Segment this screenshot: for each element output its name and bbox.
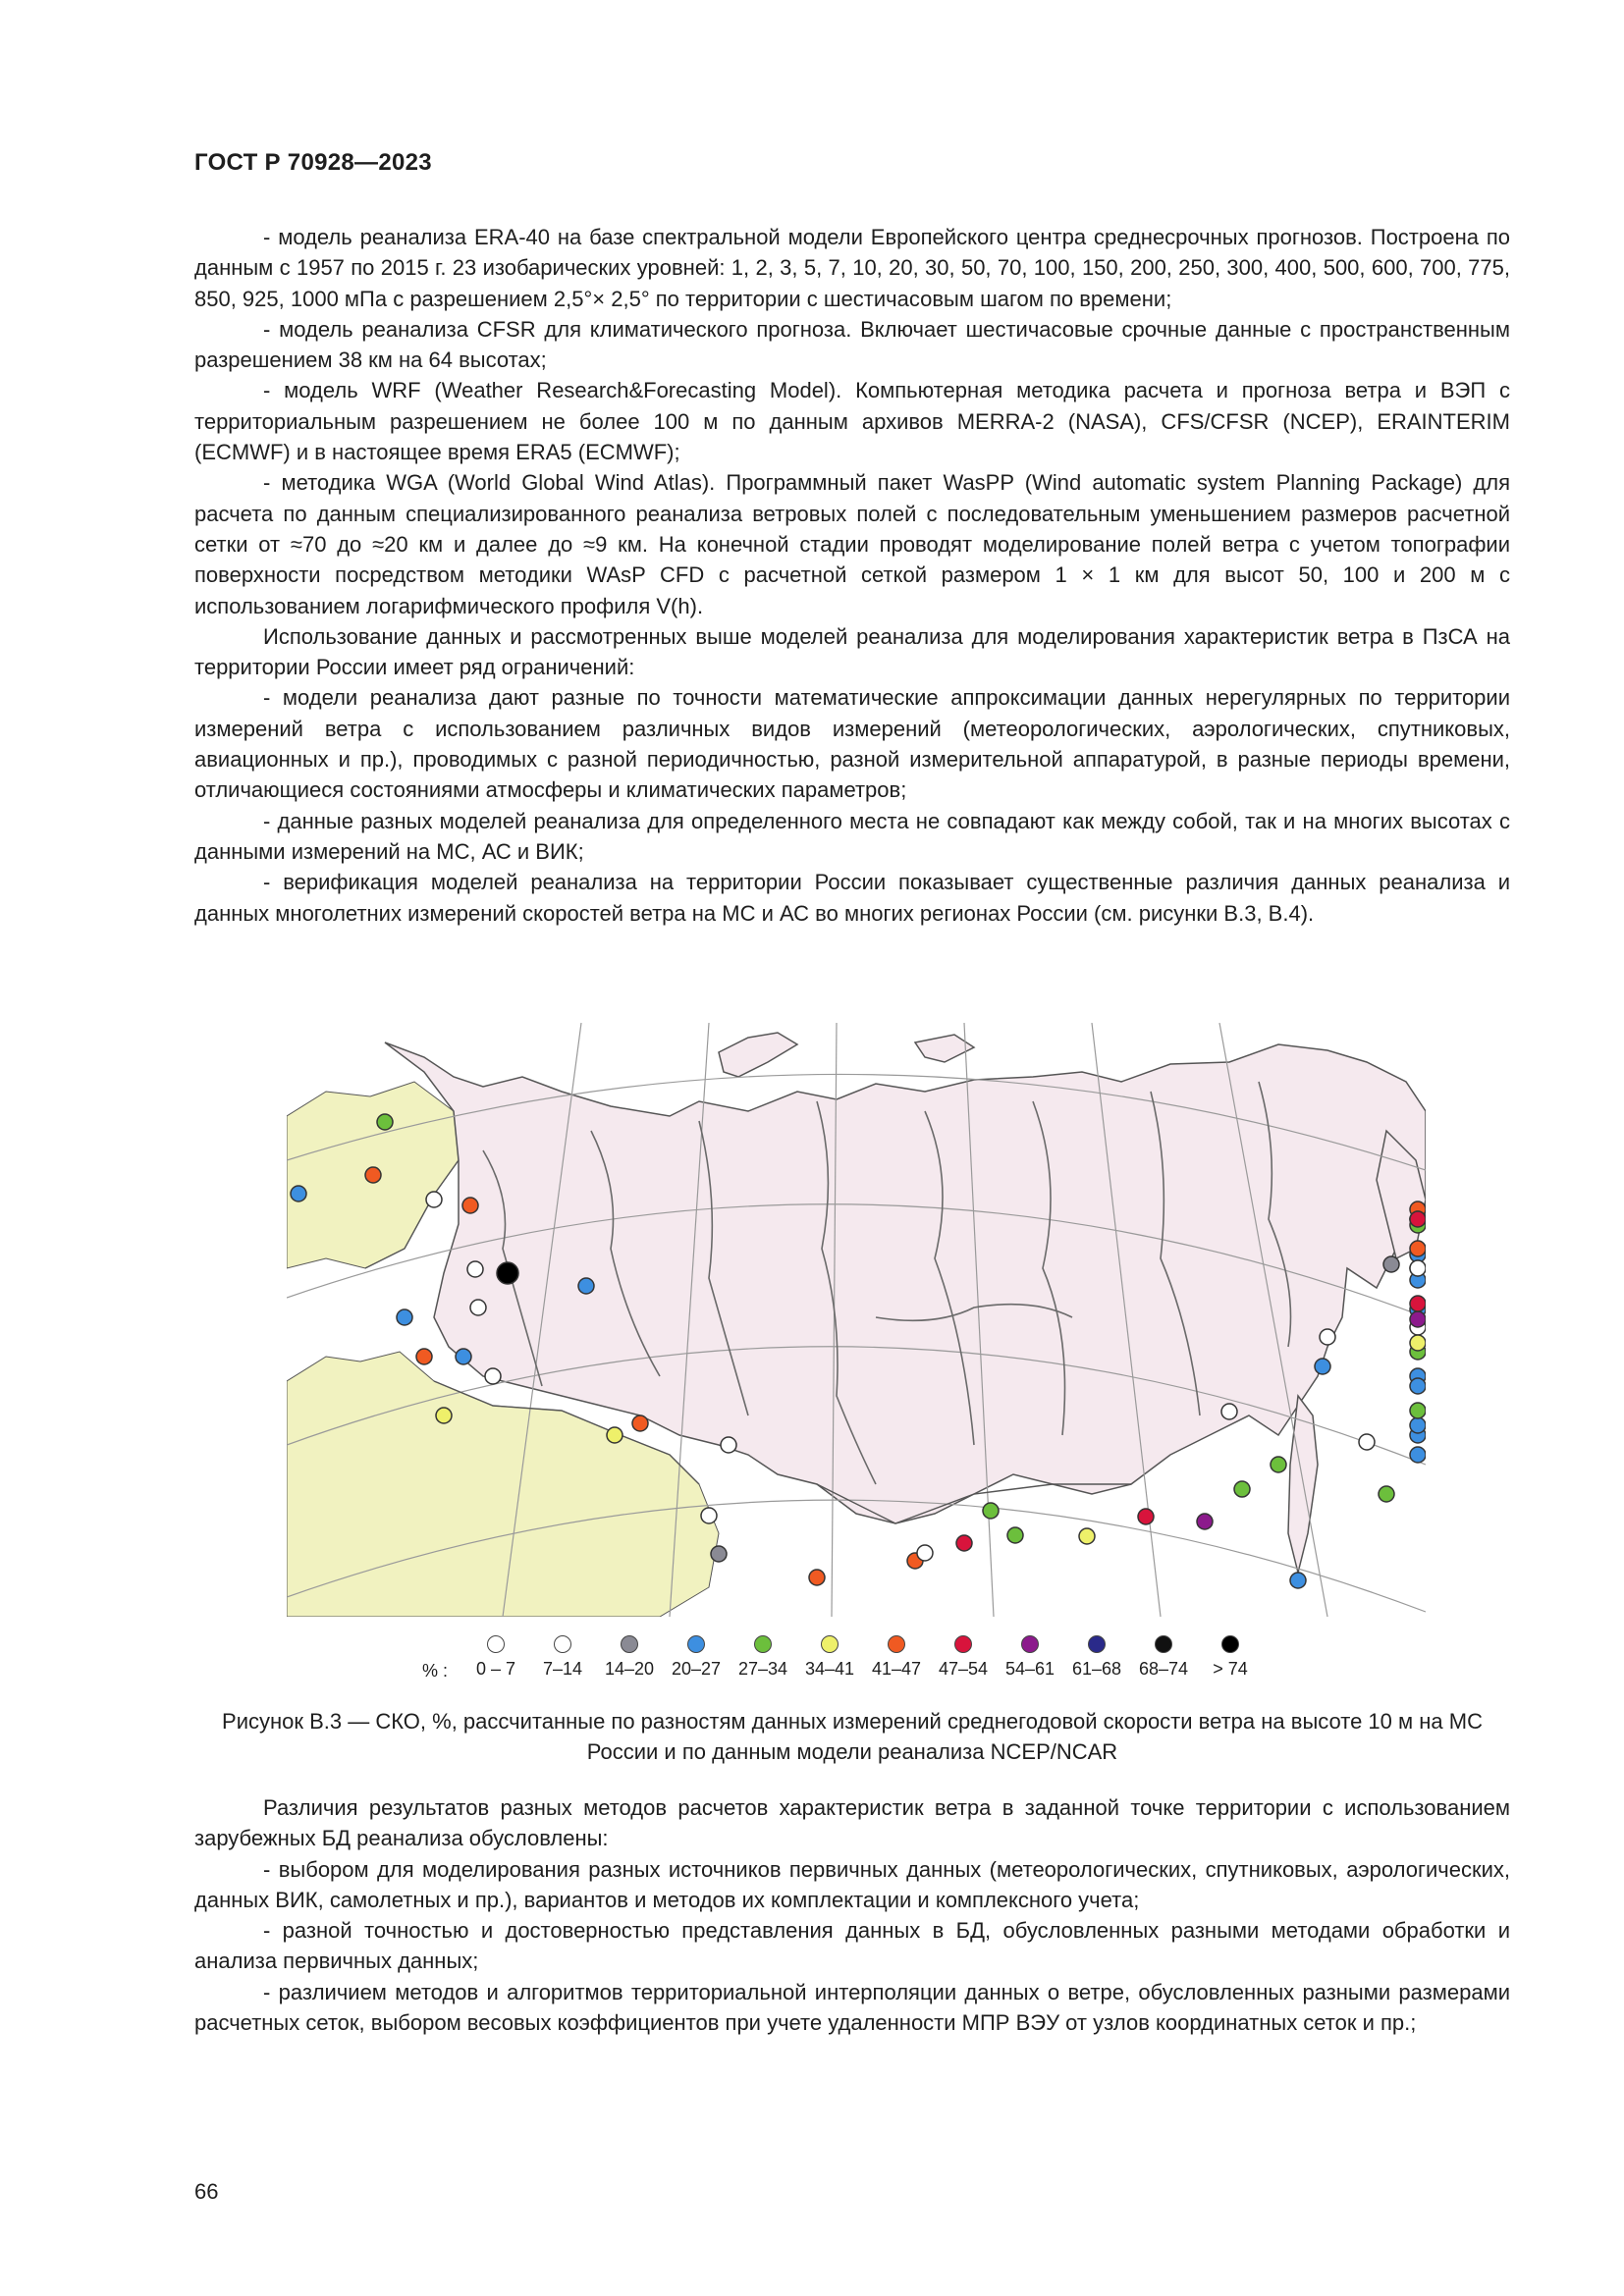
- legend-label: 27–34: [737, 1659, 788, 1679]
- legend-swatch: [1155, 1635, 1172, 1653]
- legend-label: 20–27: [671, 1659, 722, 1679]
- station-marker: [1315, 1359, 1330, 1374]
- russia-map: [287, 1023, 1426, 1617]
- station-marker: [1410, 1335, 1426, 1351]
- station-marker: [956, 1535, 972, 1551]
- legend-label: 41–47: [871, 1659, 922, 1679]
- legend-prefix: % :: [422, 1661, 449, 1681]
- body-text-bottom: [194, 1792, 1510, 2038]
- station-marker: [1234, 1481, 1250, 1497]
- legend-swatch: [687, 1635, 705, 1653]
- legend-swatch: [888, 1635, 905, 1653]
- legend-label: 14–20: [604, 1659, 655, 1679]
- station-marker: [416, 1349, 432, 1364]
- legend-swatch: [554, 1635, 571, 1653]
- figure-caption: Рисунок В.3 — СКО, %, рассчитанные по разностям данных измерений среднегодовой скорости ветра на высоте 10 м на МС России и по данным модели реанализа NCEP/NCAR: [222, 1709, 1483, 1764]
- paragraph: - модели реанализа дают разные по точности математические аппроксимации данных нерегулярных по территории измерений ветра с использованием различных видов измерений (метеорологических, аэрологических, спутниковых, авиационных и пр.), проводимых с разной периодичностью, разной измерительной аппаратурой, в разные периоды времени, отличающиеся состояниями атмосферы и климатических параметров;: [194, 685, 1510, 803]
- station-marker: [436, 1408, 452, 1423]
- station-marker: [456, 1349, 471, 1364]
- legend-label: 7–14: [542, 1659, 583, 1679]
- station-marker: [1410, 1417, 1426, 1433]
- station-marker: [397, 1309, 412, 1325]
- paragraph: - разной точностью и достоверностью представления данных в БД, обусловленных разными методами обработки и анализа первичных данных;: [194, 1918, 1510, 1974]
- russia-wind-map-figure: [287, 1023, 1426, 1617]
- legend-label: 34–41: [804, 1659, 855, 1679]
- legend-swatch: [621, 1635, 638, 1653]
- station-marker: [1410, 1241, 1426, 1256]
- station-marker: [462, 1198, 478, 1213]
- paragraph: Различия результатов разных методов расчетов характеристик ветра в заданной точке территории с использованием зарубежных БД реанализа обусловлены:: [194, 1795, 1510, 1851]
- legend-swatch: [1221, 1635, 1239, 1653]
- station-marker: [1271, 1457, 1286, 1472]
- station-marker: [497, 1262, 518, 1284]
- paragraph: - различием методов и алгоритмов территориальной интерполяции данных о ветре, обусловленных разными размерами расчетных сеток, выбором весовых коэффициентов при учете удаленности МПР ВЭУ от узлов координатных сеток и пр.;: [194, 1979, 1510, 2036]
- paragraph: - модель WRF (Weather Research&Forecasting Model). Компьютерная методика расчета и прогноза ветра и ВЭП с территориальным разрешением не более 100 м по данным архивов MERRA-2 (NASA), CFS/CFSR (NCEP), ERAINTERIM (ECMWF) и в настоящее время ERA5 (ECMWF);: [194, 378, 1510, 465]
- map-legend: [422, 1631, 1306, 1690]
- legend-label: 0 – 7: [475, 1659, 516, 1679]
- station-marker: [1290, 1573, 1306, 1588]
- station-marker: [1410, 1311, 1426, 1327]
- legend-item: [1191, 1631, 1270, 1680]
- station-marker: [1007, 1527, 1023, 1543]
- legend-swatch: [821, 1635, 839, 1653]
- station-marker: [1410, 1296, 1426, 1311]
- station-marker: [365, 1167, 381, 1183]
- document-header: ГОСТ Р 70928—2023: [194, 149, 432, 176]
- station-marker: [426, 1192, 442, 1207]
- legend-label: 68–74: [1138, 1659, 1189, 1679]
- legend-swatch: [1088, 1635, 1106, 1653]
- station-marker: [632, 1415, 648, 1431]
- station-marker: [1359, 1434, 1375, 1450]
- paragraph: - модель реанализа CFSR для климатического прогноза. Включает шестичасовые срочные данные с пространственным разрешением 38 км на 64 высотах;: [194, 316, 1510, 373]
- legend-swatch: [954, 1635, 972, 1653]
- station-marker: [711, 1546, 727, 1562]
- station-marker: [485, 1368, 501, 1384]
- station-marker: [1138, 1509, 1154, 1524]
- station-marker: [809, 1570, 825, 1585]
- station-marker: [1410, 1447, 1426, 1463]
- page-number: 66: [194, 2179, 219, 2204]
- station-marker: [917, 1545, 933, 1561]
- paragraph: - данные разных моделей реанализа для определенного места не совпадают как между собой, так и на многих высотах с данными измерений на МС, АС и ВИК;: [194, 808, 1510, 864]
- station-marker: [1410, 1211, 1426, 1227]
- paragraph: - методика WGA (World Global Wind Atlas). Программный пакет WasPP (Wind automatic system Planning Package) для расчета по данным специализированного реанализа ветровых полей с последовательным уменьшением размеров расчетной сетки от ≈70 до ≈20 км и далее до ≈9 км. На конечной стадии проводят моделирование полей ветра с учетом топографии поверхности посредством методики WAsP CFD с расчетной сеткой размером 1 × 1 км для высот 50, 100 и 200 м с использованием логарифмического профиля V(h).: [194, 470, 1510, 618]
- station-marker: [721, 1437, 736, 1453]
- station-marker: [377, 1114, 393, 1130]
- legend-label: 47–54: [938, 1659, 989, 1679]
- paragraph: Использование данных и рассмотренных выше моделей реанализа для моделирования характеристик ветра в ПзСА на территории России имеет ряд ограничений:: [194, 623, 1510, 680]
- legend-label: 54–61: [1004, 1659, 1056, 1679]
- paragraph: - модель реанализа ERA-40 на базе спектральной модели Европейского центра среднесрочных прогнозов. Построена по данным с 1957 по 2015 г. 23 изобарических уровней: 1, 2, 3, 5, 7, 10, 20, 30, 50, 70, 100, 150, 200, 250, 300, 400, 500, 600, 700, 775, 850, 925, 1000 мПа с разрешением 2,5°× 2,5° по территории с шестичасовым шагом по времени;: [194, 225, 1510, 311]
- legend-label: 61–68: [1071, 1659, 1122, 1679]
- station-marker: [1379, 1486, 1394, 1502]
- legend-swatch: [1021, 1635, 1039, 1653]
- station-marker: [701, 1508, 717, 1523]
- station-marker: [470, 1300, 486, 1315]
- station-marker: [1410, 1260, 1426, 1276]
- paragraph: - выбором для моделирования разных источников первичных данных (метеорологических, спутниковых, аэрологических, данных ВИК, самолетных и пр.), вариантов и методов их комплектации и комплексного учета;: [194, 1856, 1510, 1912]
- paragraph: - верификация моделей реанализа на территории России показывает существенные различия данных реанализа и данных многолетних измерений скоростей ветра на МС и АС во многих регионах России (см. рисунки В.3, В.4).: [194, 870, 1510, 926]
- station-marker: [607, 1427, 623, 1443]
- station-marker: [983, 1503, 999, 1519]
- station-marker: [291, 1186, 306, 1201]
- station-marker: [578, 1278, 594, 1294]
- station-marker: [1197, 1514, 1213, 1529]
- station-marker: [1383, 1256, 1399, 1272]
- station-marker: [467, 1261, 483, 1277]
- station-marker: [1221, 1404, 1237, 1419]
- station-marker: [1410, 1378, 1426, 1394]
- legend-swatch: [487, 1635, 505, 1653]
- station-marker: [1320, 1329, 1335, 1345]
- legend-swatch: [754, 1635, 772, 1653]
- legend-label: > 74: [1213, 1659, 1248, 1679]
- body-text-top: [194, 222, 1510, 929]
- station-marker: [1079, 1528, 1095, 1544]
- station-marker: [1410, 1403, 1426, 1418]
